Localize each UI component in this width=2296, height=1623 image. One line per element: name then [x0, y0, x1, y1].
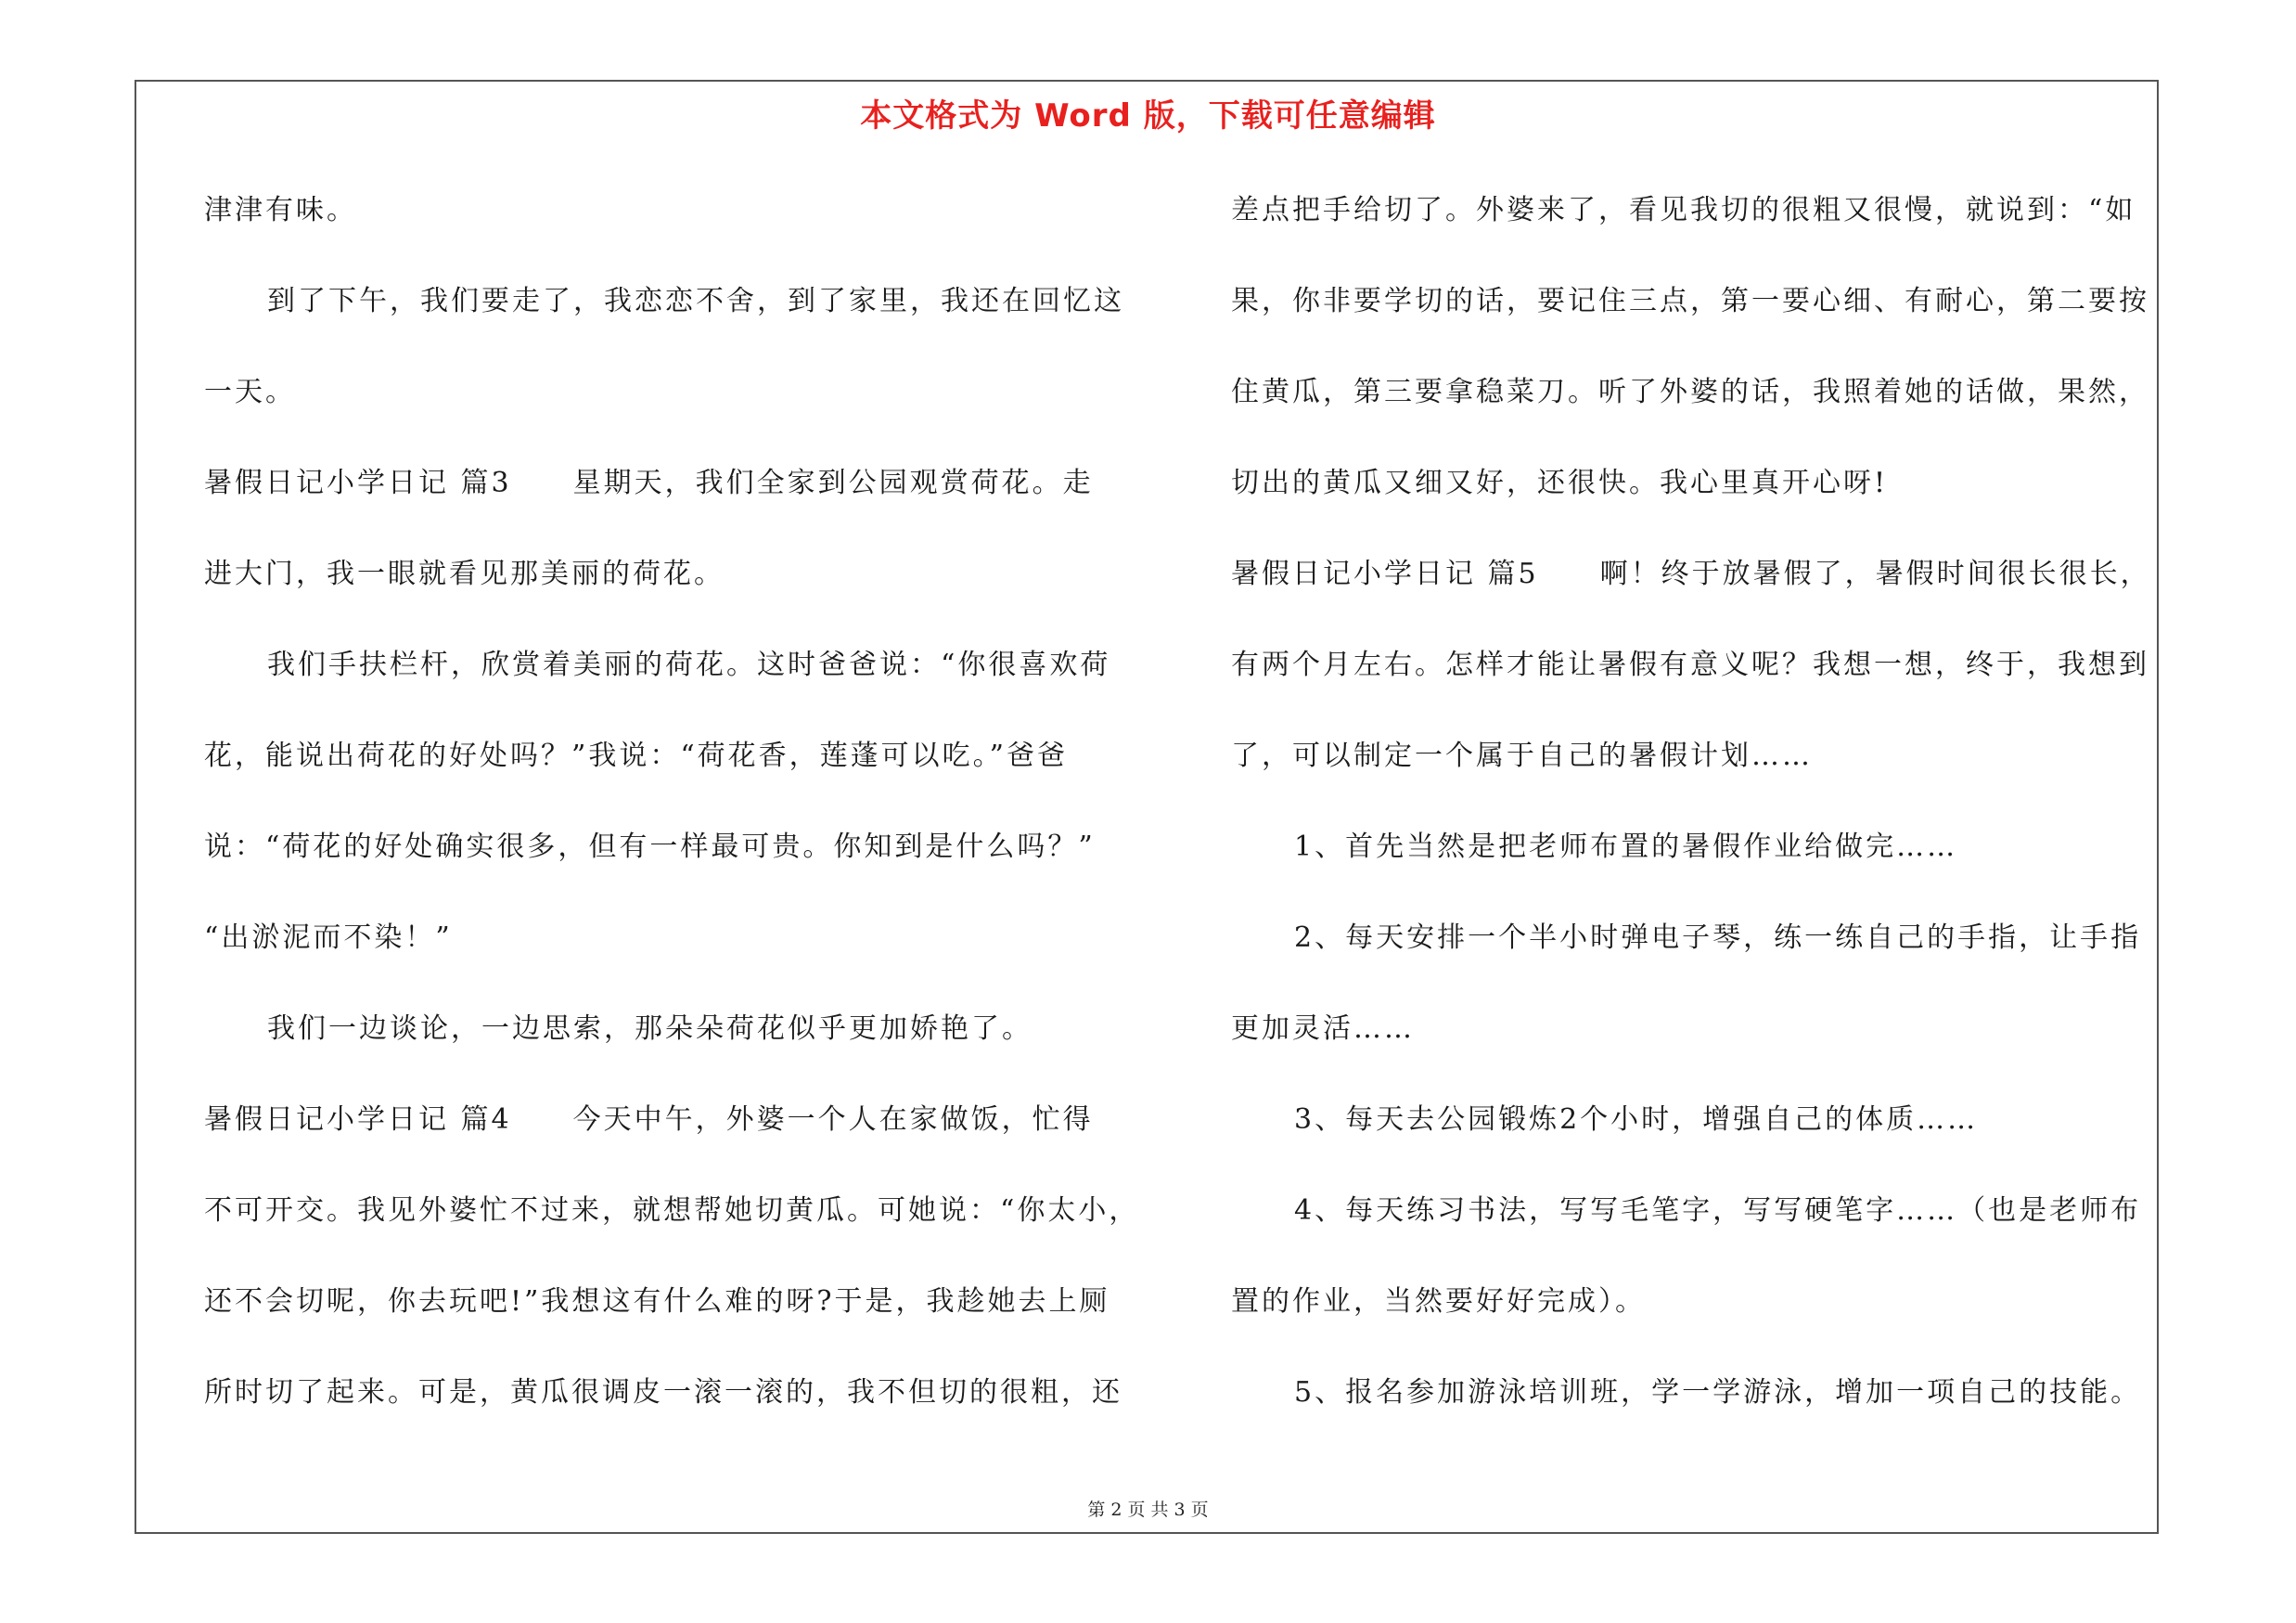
word-format-banner: 本文格式为 Word 版，下载可任意编辑 [860, 97, 1436, 135]
text-line: 暑假日记小学日记 篇4 今天中午，外婆一个人在家做饭，忙得 [204, 1103, 1094, 1136]
page-number-footer: 第 2 页 共 3 页 [1087, 1500, 1209, 1520]
text-line: 果，你非要学切的话，要记住三点，第一要心细、有耐心，第二要按 [1231, 285, 2149, 317]
text-line: 暑假日记小学日记 篇5 啊！终于放暑假了，暑假时间很长很长， [1231, 558, 2151, 590]
text-line: 有两个月左右。怎样才能让暑假有意义呢？我想一想，终于，我想到 [1231, 649, 2149, 681]
text-line: 了，可以制定一个属于自己的暑假计划…… [1231, 740, 1813, 772]
text-line: 4、每天练习书法，写写毛笔字，写写硬笔字……（也是老师布 [1294, 1194, 2142, 1227]
text-line: 到了下午，我们要走了，我恋恋不舍，到了家里，我还在回忆这 [267, 285, 1124, 317]
text-line: 所时切了起来。可是，黄瓜很调皮一滚一滚的，我不但切的很粗，还 [204, 1376, 1122, 1409]
text-line: 我们一边谈论，一边思索，那朵朵荷花似乎更加娇艳了。 [267, 1012, 1033, 1045]
text-line: 进大门，我一眼就看见那美丽的荷花。 [204, 558, 725, 590]
text-line: “出淤泥而不染！” [204, 921, 453, 954]
text-line: 不可开交。我见外婆忙不过来，就想帮她切黄瓜。可她说：“你太小， [204, 1194, 1140, 1227]
text-line: 差点把手给切了。外婆来了，看见我切的很粗又很慢，就说到：“如 [1231, 194, 2136, 226]
text-line: 我们手扶栏杆，欣赏着美丽的荷花。这时爸爸说：“你很喜欢荷 [267, 649, 1111, 681]
text-line: 一天。 [204, 376, 296, 408]
text-line: 花，能说出荷花的好处吗？”我说：“荷花香，莲蓬可以吃。”爸爸 [204, 740, 1069, 772]
text-line: 2、每天安排一个半小时弹电子琴，练一练自己的手指，让手指 [1294, 921, 2142, 954]
text-line: 还不会切呢，你去玩吧!”我想这有什么难的呀?于是，我趁她去上厕 [204, 1285, 1110, 1318]
text-line: 1、首先当然是把老师布置的暑假作业给做完…… [1294, 831, 1958, 863]
left-text-column [204, 186, 1140, 1459]
right-text-column [1231, 186, 2159, 1459]
text-line: 暑假日记小学日记 篇3 星期天，我们全家到公园观赏荷花。走 [204, 467, 1094, 499]
text-line: 5、报名参加游泳培训班，学一学游泳，增加一项自己的技能。 [1294, 1376, 2142, 1409]
text-line: 切出的黄瓜又细又好，还很快。我心里真开心呀! [1231, 467, 1889, 499]
text-line: 住黄瓜，第三要拿稳菜刀。听了外婆的话，我照着她的话做，果然， [1231, 376, 2149, 408]
text-line: 3、每天去公园锻炼2个小时，增强自己的体质…… [1294, 1103, 1979, 1136]
text-line: 更加灵活…… [1231, 1012, 1415, 1045]
text-line: 说：“荷花的好处确实很多，但有一样最可贵。你知到是什么吗？” [204, 831, 1096, 863]
text-line: 津津有味。 [204, 194, 357, 226]
text-line: 置的作业，当然要好好完成）。 [1231, 1285, 1646, 1318]
